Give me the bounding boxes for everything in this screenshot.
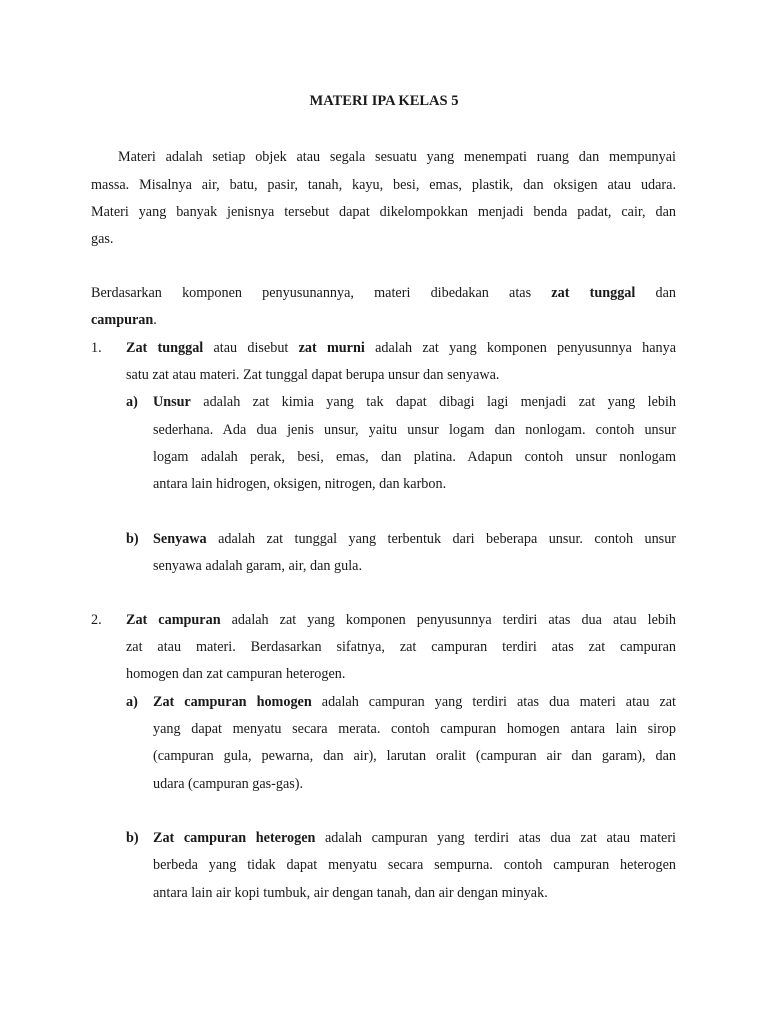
list-number-2: 2. [91,612,102,628]
item2a-line-4: udara (campuran gas-gas). [153,776,304,792]
classification-text: Berdasarkan komponen penyusunannya, materi dibedakan atas [91,285,532,301]
classification-line-2 [91,311,157,329]
item1b-line-2: senyawa adalah garam, air, dan gula. [153,558,362,574]
item2-line-2: zat atau materi. Berdasarkan sifatnya, zat campuran terdiri atas zat campuran [126,639,676,655]
term-campuran-homogen: Zat campuran homogen [153,694,312,710]
classification-and: dan [655,285,677,301]
term-zat-murni: zat murni [298,340,365,356]
intro-line-1: Materi adalah setiap objek atau segala sesuatu yang menempati ruang dan mempunyai [118,149,676,165]
item2a-text-1: adalah campuran yang terdiri atas dua materi atau zat [321,694,676,710]
classification-line-1 [91,284,676,302]
item2b-line-3: antara lain air kopi tumbuk, air dengan tanah, dan air dengan minyak. [153,885,548,901]
intro-line-2: massa. Misalnya air, batu, pasir, tanah, kayu, besi, emas, plastik, dan oksigen atau udara. [91,177,676,193]
item1b-text-1: adalah zat tunggal yang terbentuk dari beberapa unsur. contoh unsur [218,531,677,547]
item1-text-2: adalah zat yang komponen penyusunnya hanya [375,340,677,356]
sub-marker-1a: a) [126,394,138,410]
item1b-line-1 [153,530,676,548]
sub-marker-1b: b) [126,531,139,547]
item2a-line-1 [153,693,676,711]
intro-line-3: Materi yang banyak jenisnya tersebut dapat dikelompokkan menjadi benda padat, cair, dan [91,204,676,220]
item2a-line-2: yang dapat menyatu secara merata. contoh campuran homogen antara lain sirop [153,721,676,737]
item1a-text-1: adalah zat kimia yang tak dapat dibagi lagi menjadi zat yang lebih [203,394,677,410]
term-zat-tunggal-def: Zat tunggal [126,340,204,356]
item1a-line-3: logam adalah perak, besi, emas, dan platina. Adapun contoh unsur nonlogam [153,449,676,465]
sub-marker-2b: b) [126,830,139,846]
term-zat-campuran: Zat campuran [126,612,221,628]
item1-line-2: satu zat atau materi. Zat tunggal dapat berupa unsur dan senyawa. [126,367,500,383]
term-campuran-heterogen: Zat campuran heterogen [153,830,316,846]
item2b-text-1: adalah campuran yang terdiri atas dua zat atau materi [325,830,676,846]
item2-line-3: homogen dan zat campuran heterogen. [126,666,346,682]
item2-text-1: adalah zat yang komponen penyusunnya terdiri atas dua atau lebih [231,612,676,628]
item1a-line-1 [153,393,676,411]
page-title: MATERI IPA KELAS 5 [309,93,459,109]
term-zat-tunggal: zat tunggal [551,285,636,301]
term-campuran: campuran [91,312,154,328]
classification-period: . [153,312,157,328]
item2b-line-2: berbeda yang tidak dapat menyatu secara sempurna. contoh campuran heterogen [153,857,676,873]
item2b-line-1 [153,829,676,847]
item1a-line-2: sederhana. Ada dua jenis unsur, yaitu unsur logam dan nonlogam. contoh unsur [153,422,676,438]
item1-text-1: atau disebut [213,340,289,356]
sub-marker-2a: a) [126,694,138,710]
list-number-1: 1. [91,340,102,356]
item2-line-1 [126,611,676,629]
term-senyawa: Senyawa [153,531,207,547]
item1-line-1 [126,339,676,357]
item1a-line-4: antara lain hidrogen, oksigen, nitrogen, dan karbon. [153,476,447,492]
intro-line-4: gas. [91,231,114,247]
term-unsur: Unsur [153,394,191,410]
item2a-line-3: (campuran gula, pewarna, dan air), larutan oralit (campuran air dan garam), dan [153,748,676,764]
